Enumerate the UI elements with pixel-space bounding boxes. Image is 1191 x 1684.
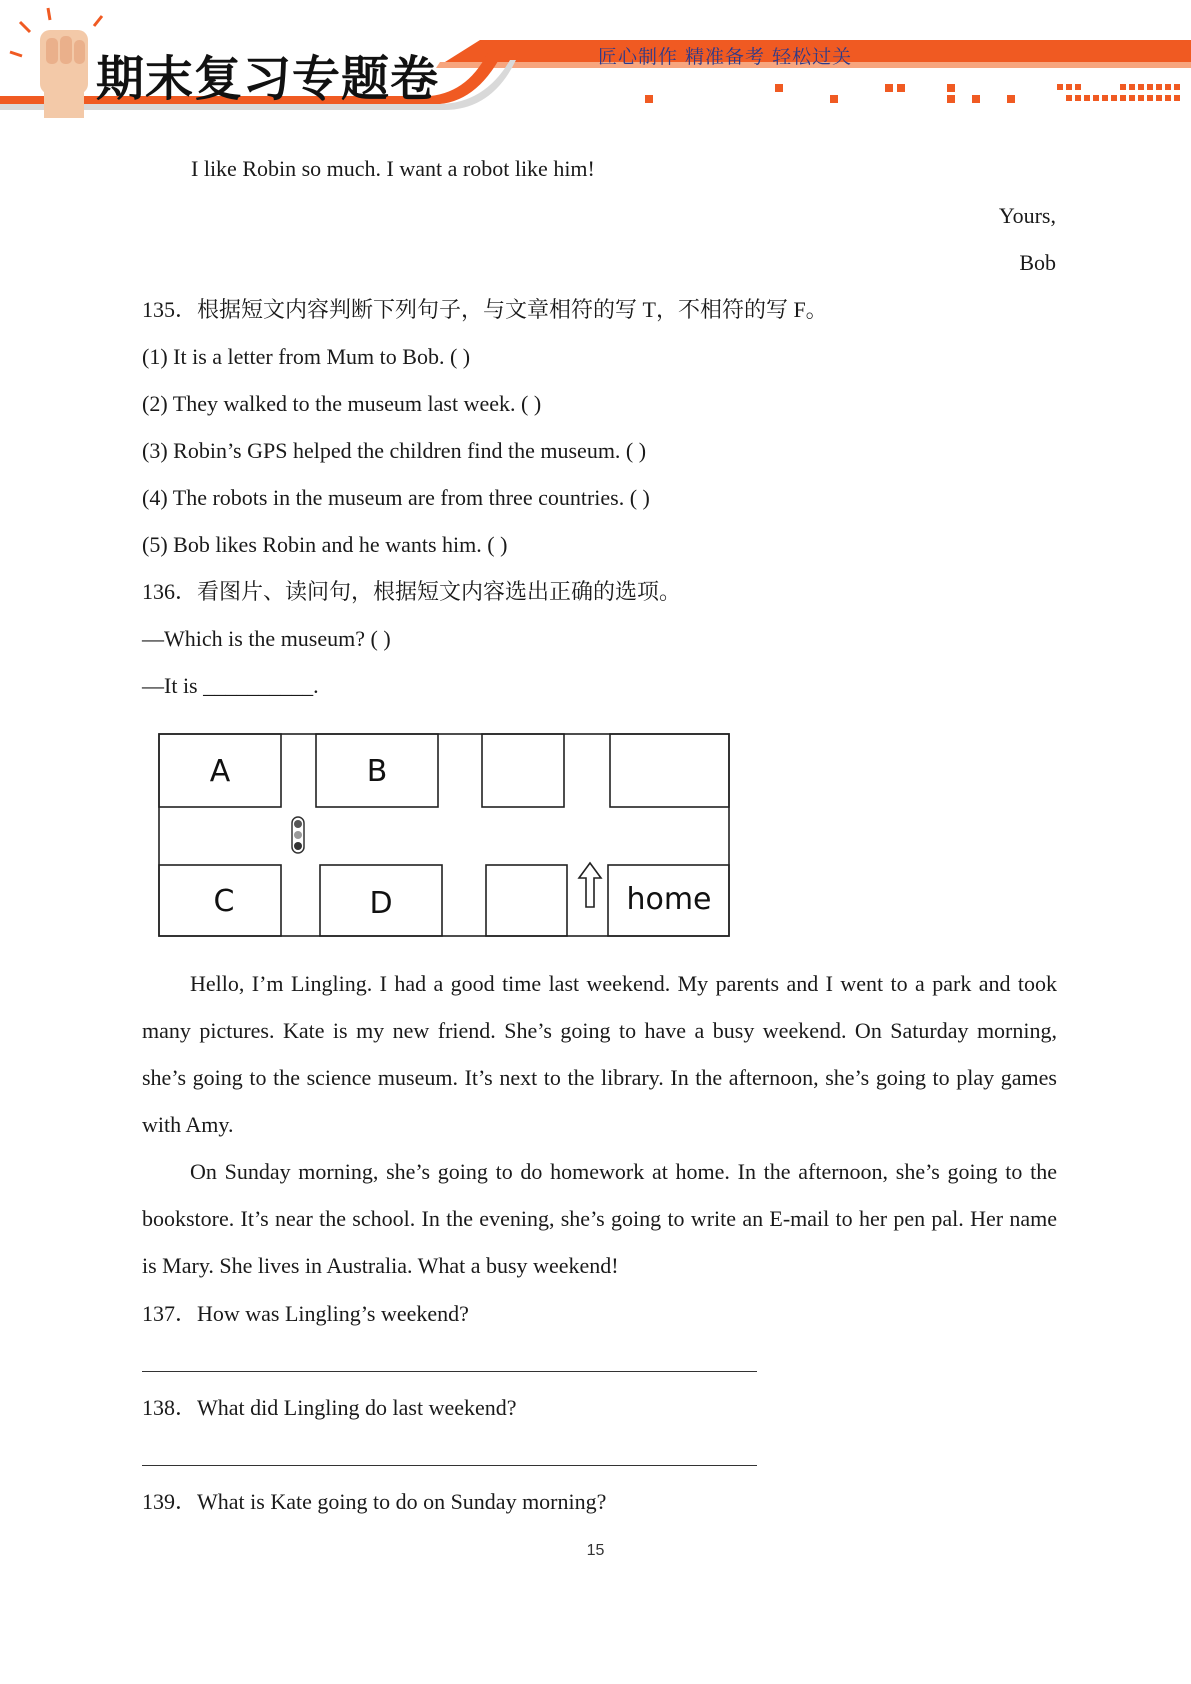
page-number: 15 [586, 1542, 605, 1559]
map-label-a: A [209, 754, 231, 789]
traffic-light-icon [292, 817, 304, 853]
q135-item-2: (2) They walked to the museum last week. ( ) [142, 391, 542, 416]
letter-closing-sentence: I like Robin so much. I want a robot like him! [191, 156, 595, 181]
answer-line-138[interactable] [142, 1465, 757, 1466]
map-label-c: C [213, 884, 235, 919]
map-figure [158, 733, 730, 942]
header-slogan: 匠心制作 精准备考 轻松过关 [598, 46, 853, 68]
up-arrow-icon [579, 863, 601, 907]
map-block-top-3 [482, 734, 564, 807]
header-title: 期末复习专题卷 [96, 51, 440, 107]
street-map [158, 733, 730, 937]
question-139: 139．What is Kate going to do on Sunday morning? [142, 1489, 607, 1514]
map-label-b: B [366, 754, 388, 789]
q135-item-3: (3) Robin’s GPS helped the children find the museum. ( ) [142, 438, 647, 463]
q135-item-5: (5) Bob likes Robin and he wants him. ( ) [142, 532, 508, 557]
q135-item-4: (4) The robots in the museum are from three countries. ( ) [142, 485, 650, 510]
decorative-dots [645, 84, 1180, 103]
letter-sign-off: Yours, [998, 203, 1056, 228]
q136-answer: —It is __________. [142, 673, 319, 698]
map-label-home: home [626, 882, 712, 917]
q136-prompt: 136．看图片、读问句，根据短文内容选出正确的选项。 [142, 579, 682, 604]
q136-question: —Which is the museum? ( ) [142, 626, 391, 651]
page-header [0, 0, 1191, 125]
passage-paragraph-1: Hello, I’m Lingling. I had a good time last weekend. My parents and I went to a park and took many pictures. Kate is my new friend. She’s going to have a busy weekend. On Saturday morning, she’s going to the science museum. It’s next to the library. In the afternoon, she’s going to play games with Amy. [142, 971, 1057, 1137]
map-block-top-4 [610, 734, 729, 807]
passage-paragraph-2: On Sunday morning, she’s going to do homework at home. In the afternoon, she’s going to the bookstore. It’s near the school. In the evening, she’s going to write an E-mail to her pen pal. Her name is Mary. She lives in Australia. What a busy weekend! [142, 1159, 1057, 1278]
map-block-bottom-3 [486, 865, 567, 936]
map-label-d: D [369, 886, 393, 921]
q135-prompt: 135．根据短文内容判断下列句子，与文章相符的写 T，不相符的写 F。 [142, 297, 828, 322]
answer-line-137[interactable] [142, 1371, 757, 1372]
question-138: 138．What did Lingling do last weekend? [142, 1395, 517, 1420]
question-137: 137．How was Lingling’s weekend? [142, 1301, 469, 1326]
q135-item-1: (1) It is a letter from Mum to Bob. ( ) [142, 344, 471, 369]
letter-signature: Bob [1019, 250, 1056, 275]
